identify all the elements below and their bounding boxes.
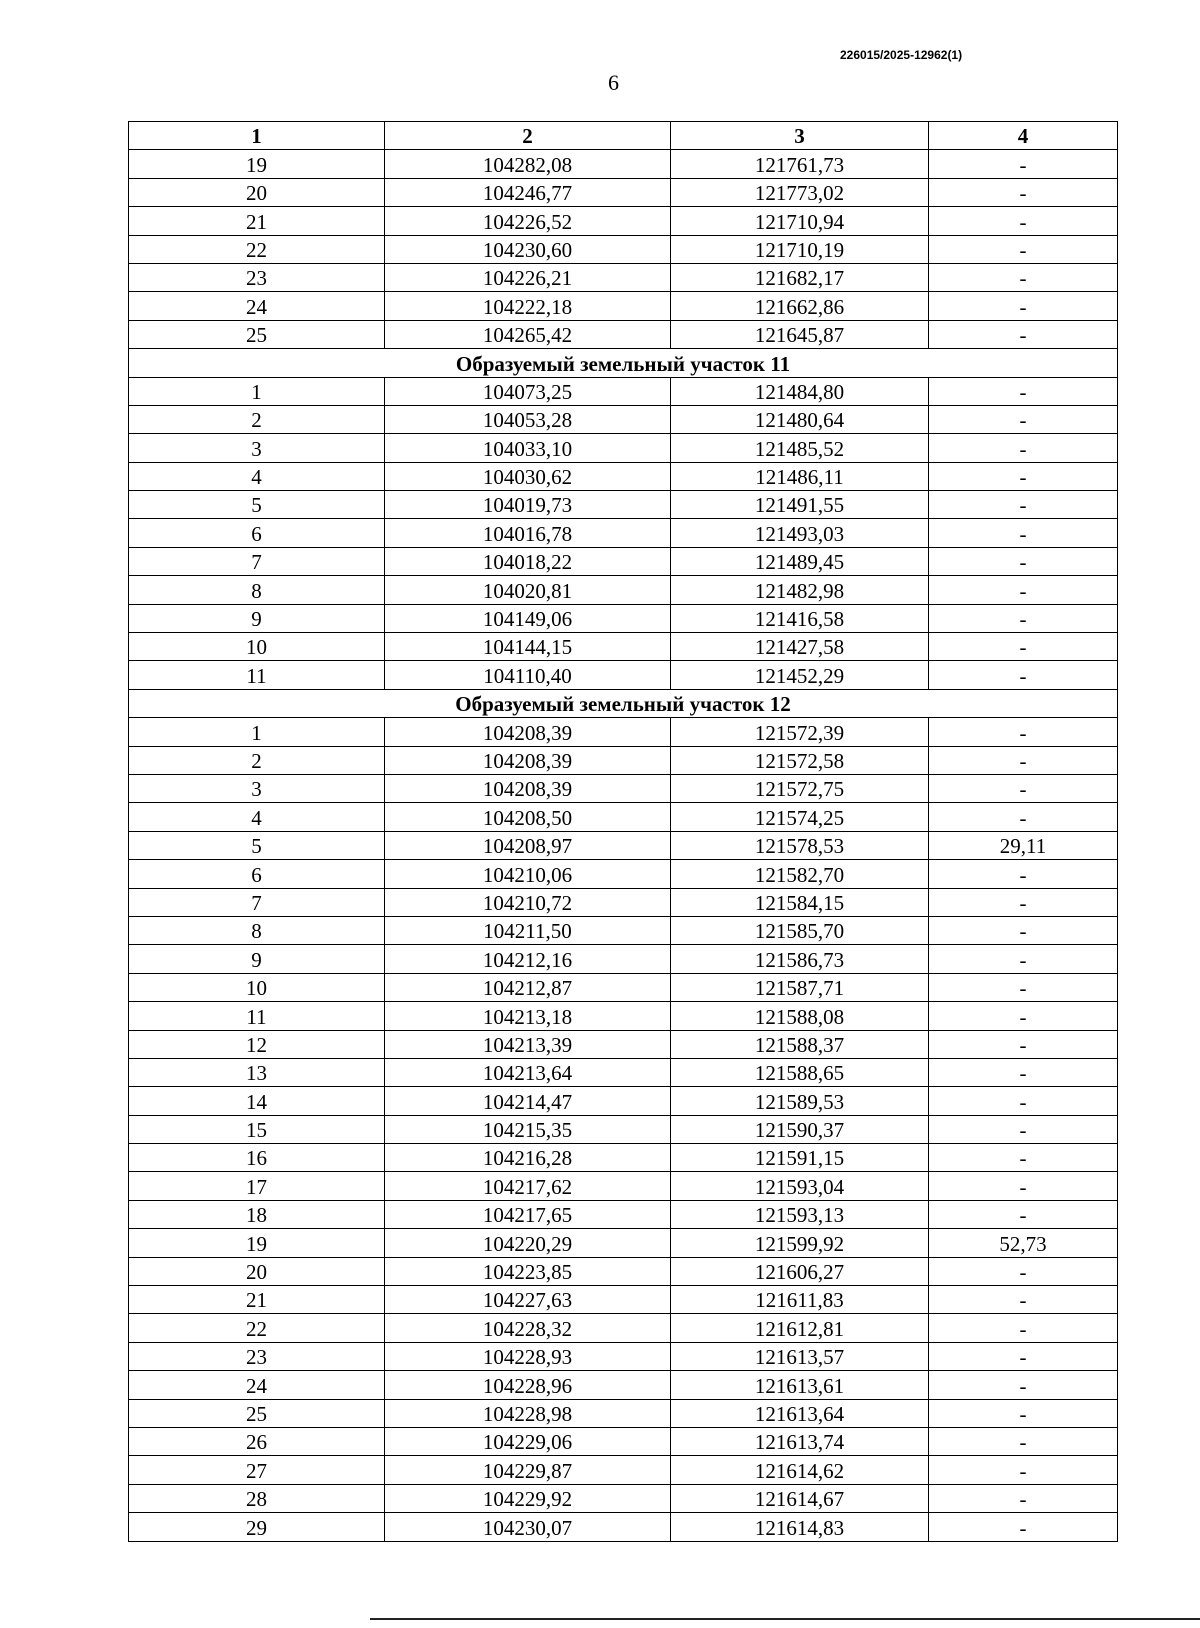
point-number-cell: 10: [129, 633, 385, 661]
coordinate-y-cell: 121614,83: [671, 1513, 929, 1541]
coordinate-x-cell: 104020,81: [385, 576, 671, 604]
table-row: [129, 831, 1118, 859]
point-number-cell: 5: [129, 491, 385, 519]
value-cell: -: [929, 1087, 1118, 1115]
table-row: [129, 604, 1118, 632]
coordinate-x-cell: 104211,50: [385, 916, 671, 944]
value-cell: -: [929, 519, 1118, 547]
point-number-cell: 20: [129, 178, 385, 206]
value-cell: -: [929, 1030, 1118, 1058]
point-number-cell: 20: [129, 1257, 385, 1285]
coordinate-x-cell: 104230,60: [385, 235, 671, 263]
coordinate-x-cell: 104217,62: [385, 1172, 671, 1200]
coordinate-x-cell: 104208,39: [385, 718, 671, 746]
coordinate-y-cell: 121486,11: [671, 462, 929, 490]
table-row: [129, 207, 1118, 235]
point-number-cell: 4: [129, 803, 385, 831]
section-title: Образуемый земельный участок 12: [129, 689, 1118, 717]
table-row: [129, 1456, 1118, 1484]
coordinate-y-cell: 121572,58: [671, 746, 929, 774]
coordinate-x-cell: 104220,29: [385, 1229, 671, 1257]
coordinate-y-cell: 121482,98: [671, 576, 929, 604]
point-number-cell: 3: [129, 774, 385, 802]
coordinate-y-cell: 121614,67: [671, 1484, 929, 1512]
coordinate-y-cell: 121599,92: [671, 1229, 929, 1257]
coordinate-x-cell: 104073,25: [385, 377, 671, 405]
point-number-cell: 29: [129, 1513, 385, 1541]
table-row: [129, 1087, 1118, 1115]
value-cell: 52,73: [929, 1229, 1118, 1257]
value-cell: -: [929, 1513, 1118, 1541]
point-number-cell: 23: [129, 263, 385, 291]
coordinate-y-cell: 121491,55: [671, 491, 929, 519]
value-cell: -: [929, 263, 1118, 291]
scan-edge-line: [370, 1618, 1200, 1620]
table-row: [129, 1342, 1118, 1370]
point-number-cell: 25: [129, 1399, 385, 1427]
coordinate-y-cell: 121606,27: [671, 1257, 929, 1285]
coordinate-x-cell: 104215,35: [385, 1115, 671, 1143]
table-row: [129, 1513, 1118, 1541]
coordinate-y-cell: 121587,71: [671, 973, 929, 1001]
coordinate-x-cell: 104229,06: [385, 1427, 671, 1455]
section-row: [129, 349, 1118, 377]
document-number: 226015/2025-12962(1): [840, 48, 963, 62]
section-row: [129, 689, 1118, 717]
value-cell: -: [929, 774, 1118, 802]
coordinates-table: [128, 121, 1118, 1542]
table-row: [129, 547, 1118, 575]
coordinate-x-cell: 104228,98: [385, 1399, 671, 1427]
value-cell: -: [929, 491, 1118, 519]
point-number-cell: 2: [129, 746, 385, 774]
coordinate-y-cell: 121574,25: [671, 803, 929, 831]
value-cell: -: [929, 604, 1118, 632]
point-number-cell: 10: [129, 973, 385, 1001]
point-number-cell: 19: [129, 150, 385, 178]
column-header: 1: [129, 122, 385, 150]
point-number-cell: 1: [129, 718, 385, 746]
table-row: [129, 178, 1118, 206]
point-number-cell: 1: [129, 377, 385, 405]
point-number-cell: 4: [129, 462, 385, 490]
coordinate-y-cell: 121493,03: [671, 519, 929, 547]
table-row: [129, 519, 1118, 547]
point-number-cell: 11: [129, 1002, 385, 1030]
coordinate-y-cell: 121452,29: [671, 661, 929, 689]
table-row: [129, 405, 1118, 433]
value-cell: -: [929, 746, 1118, 774]
coordinate-y-cell: 121585,70: [671, 916, 929, 944]
point-number-cell: 27: [129, 1456, 385, 1484]
coordinate-x-cell: 104210,72: [385, 888, 671, 916]
value-cell: -: [929, 1371, 1118, 1399]
coordinate-y-cell: 121485,52: [671, 434, 929, 462]
point-number-cell: 24: [129, 1371, 385, 1399]
coordinate-y-cell: 121612,81: [671, 1314, 929, 1342]
coordinate-x-cell: 104230,07: [385, 1513, 671, 1541]
coordinate-x-cell: 104212,16: [385, 945, 671, 973]
coordinate-y-cell: 121710,19: [671, 235, 929, 263]
point-number-cell: 21: [129, 207, 385, 235]
value-cell: -: [929, 1002, 1118, 1030]
table-row: [129, 888, 1118, 916]
coordinate-x-cell: 104217,65: [385, 1200, 671, 1228]
table-row: [129, 1286, 1118, 1314]
coordinate-y-cell: 121588,08: [671, 1002, 929, 1030]
table-header: [129, 122, 1118, 150]
coordinate-y-cell: 121489,45: [671, 547, 929, 575]
table-row: [129, 803, 1118, 831]
value-cell: -: [929, 803, 1118, 831]
point-number-cell: 3: [129, 434, 385, 462]
point-number-cell: 25: [129, 320, 385, 348]
table-row: [129, 1257, 1118, 1285]
point-number-cell: 15: [129, 1115, 385, 1143]
value-cell: -: [929, 235, 1118, 263]
coordinate-y-cell: 121584,15: [671, 888, 929, 916]
value-cell: -: [929, 916, 1118, 944]
table-row: [129, 746, 1118, 774]
value-cell: -: [929, 1115, 1118, 1143]
value-cell: -: [929, 1172, 1118, 1200]
table-row: [129, 1002, 1118, 1030]
point-number-cell: 7: [129, 888, 385, 916]
coordinate-y-cell: 121588,65: [671, 1058, 929, 1086]
coordinate-x-cell: 104110,40: [385, 661, 671, 689]
value-cell: -: [929, 547, 1118, 575]
point-number-cell: 28: [129, 1484, 385, 1512]
value-cell: -: [929, 462, 1118, 490]
value-cell: -: [929, 178, 1118, 206]
coordinate-y-cell: 121480,64: [671, 405, 929, 433]
table-row: [129, 320, 1118, 348]
value-cell: -: [929, 150, 1118, 178]
point-number-cell: 23: [129, 1342, 385, 1370]
value-cell: -: [929, 1200, 1118, 1228]
point-number-cell: 9: [129, 945, 385, 973]
table-row: [129, 150, 1118, 178]
coordinate-x-cell: 104228,93: [385, 1342, 671, 1370]
table-row: [129, 292, 1118, 320]
value-cell: -: [929, 718, 1118, 746]
table-row: [129, 263, 1118, 291]
value-cell: -: [929, 661, 1118, 689]
table-header-row: [129, 122, 1118, 150]
table-row: [129, 916, 1118, 944]
coordinate-y-cell: 121591,15: [671, 1144, 929, 1172]
table-row: [129, 462, 1118, 490]
coordinate-x-cell: 104030,62: [385, 462, 671, 490]
coordinate-y-cell: 121761,73: [671, 150, 929, 178]
value-cell: -: [929, 1342, 1118, 1370]
point-number-cell: 17: [129, 1172, 385, 1200]
point-number-cell: 7: [129, 547, 385, 575]
coordinate-y-cell: 121572,75: [671, 774, 929, 802]
value-cell: -: [929, 292, 1118, 320]
coordinate-x-cell: 104210,06: [385, 860, 671, 888]
value-cell: -: [929, 377, 1118, 405]
table-row: [129, 491, 1118, 519]
coordinate-x-cell: 104033,10: [385, 434, 671, 462]
table-row: [129, 945, 1118, 973]
coordinate-y-cell: 121589,53: [671, 1087, 929, 1115]
coordinate-y-cell: 121611,83: [671, 1286, 929, 1314]
value-cell: -: [929, 1427, 1118, 1455]
coordinate-x-cell: 104053,28: [385, 405, 671, 433]
point-number-cell: 16: [129, 1144, 385, 1172]
page-number: 6: [608, 70, 619, 95]
coordinate-x-cell: 104228,96: [385, 1371, 671, 1399]
coordinate-x-cell: 104265,42: [385, 320, 671, 348]
value-cell: -: [929, 207, 1118, 235]
point-number-cell: 22: [129, 235, 385, 263]
value-cell: -: [929, 320, 1118, 348]
coordinate-y-cell: 121484,80: [671, 377, 929, 405]
column-header: 3: [671, 122, 929, 150]
coordinate-y-cell: 121773,02: [671, 178, 929, 206]
value-cell: -: [929, 576, 1118, 604]
coordinate-x-cell: 104227,63: [385, 1286, 671, 1314]
coordinate-y-cell: 121710,94: [671, 207, 929, 235]
coordinate-y-cell: 121593,04: [671, 1172, 929, 1200]
coordinate-x-cell: 104229,87: [385, 1456, 671, 1484]
coordinate-y-cell: 121582,70: [671, 860, 929, 888]
value-cell: -: [929, 633, 1118, 661]
coordinate-x-cell: 104222,18: [385, 292, 671, 320]
table-row: [129, 633, 1118, 661]
coordinate-x-cell: 104018,22: [385, 547, 671, 575]
coordinate-y-cell: 121645,87: [671, 320, 929, 348]
value-cell: -: [929, 860, 1118, 888]
table-row: [129, 774, 1118, 802]
table-row: [129, 1229, 1118, 1257]
coordinate-x-cell: 104208,97: [385, 831, 671, 859]
coordinate-y-cell: 121416,58: [671, 604, 929, 632]
coordinate-x-cell: 104016,78: [385, 519, 671, 547]
point-number-cell: 18: [129, 1200, 385, 1228]
point-number-cell: 8: [129, 576, 385, 604]
coordinate-x-cell: 104149,06: [385, 604, 671, 632]
value-cell: -: [929, 1314, 1118, 1342]
value-cell: -: [929, 434, 1118, 462]
point-number-cell: 21: [129, 1286, 385, 1314]
coordinate-x-cell: 104223,85: [385, 1257, 671, 1285]
column-header: 2: [385, 122, 671, 150]
coordinate-y-cell: 121613,61: [671, 1371, 929, 1399]
point-number-cell: 6: [129, 860, 385, 888]
coordinate-y-cell: 121613,74: [671, 1427, 929, 1455]
coordinate-y-cell: 121588,37: [671, 1030, 929, 1058]
coordinate-x-cell: 104208,39: [385, 746, 671, 774]
table-row: [129, 235, 1118, 263]
point-number-cell: 12: [129, 1030, 385, 1058]
column-header: 4: [929, 122, 1118, 150]
point-number-cell: 26: [129, 1427, 385, 1455]
coordinate-x-cell: 104208,39: [385, 774, 671, 802]
coordinate-y-cell: 121613,57: [671, 1342, 929, 1370]
table-row: [129, 576, 1118, 604]
coordinate-x-cell: 104228,32: [385, 1314, 671, 1342]
table-row: [129, 1399, 1118, 1427]
coordinate-y-cell: 121578,53: [671, 831, 929, 859]
coordinate-x-cell: 104144,15: [385, 633, 671, 661]
coordinate-y-cell: 121614,62: [671, 1456, 929, 1484]
value-cell: -: [929, 1144, 1118, 1172]
value-cell: -: [929, 1286, 1118, 1314]
value-cell: -: [929, 973, 1118, 1001]
table-row: [129, 1030, 1118, 1058]
coordinate-y-cell: 121427,58: [671, 633, 929, 661]
table-row: [129, 1144, 1118, 1172]
value-cell: -: [929, 405, 1118, 433]
table-row: [129, 434, 1118, 462]
table-row: [129, 661, 1118, 689]
value-cell: -: [929, 1058, 1118, 1086]
point-number-cell: 2: [129, 405, 385, 433]
coordinate-y-cell: 121572,39: [671, 718, 929, 746]
table-row: [129, 1314, 1118, 1342]
table-row: [129, 377, 1118, 405]
table-body: [129, 150, 1118, 1541]
point-number-cell: 11: [129, 661, 385, 689]
coordinate-x-cell: 104213,39: [385, 1030, 671, 1058]
coordinate-y-cell: 121593,13: [671, 1200, 929, 1228]
coordinate-y-cell: 121590,37: [671, 1115, 929, 1143]
value-cell: 29,11: [929, 831, 1118, 859]
table-row: [129, 973, 1118, 1001]
coordinate-x-cell: 104216,28: [385, 1144, 671, 1172]
table-row: [129, 1058, 1118, 1086]
table-row: [129, 1427, 1118, 1455]
point-number-cell: 19: [129, 1229, 385, 1257]
coordinate-y-cell: 121682,17: [671, 263, 929, 291]
coordinate-y-cell: 121586,73: [671, 945, 929, 973]
coordinate-x-cell: 104019,73: [385, 491, 671, 519]
coordinate-x-cell: 104246,77: [385, 178, 671, 206]
point-number-cell: 5: [129, 831, 385, 859]
point-number-cell: 14: [129, 1087, 385, 1115]
table-row: [129, 860, 1118, 888]
point-number-cell: 24: [129, 292, 385, 320]
coordinate-x-cell: 104213,18: [385, 1002, 671, 1030]
value-cell: -: [929, 888, 1118, 916]
point-number-cell: 13: [129, 1058, 385, 1086]
coordinate-x-cell: 104213,64: [385, 1058, 671, 1086]
point-number-cell: 9: [129, 604, 385, 632]
coordinate-x-cell: 104214,47: [385, 1087, 671, 1115]
point-number-cell: 6: [129, 519, 385, 547]
value-cell: -: [929, 1399, 1118, 1427]
table-row: [129, 1200, 1118, 1228]
coordinate-x-cell: 104212,87: [385, 973, 671, 1001]
table-row: [129, 1484, 1118, 1512]
table-row: [129, 1115, 1118, 1143]
value-cell: -: [929, 1257, 1118, 1285]
coordinate-y-cell: 121613,64: [671, 1399, 929, 1427]
coordinate-x-cell: 104282,08: [385, 150, 671, 178]
point-number-cell: 22: [129, 1314, 385, 1342]
table-row: [129, 718, 1118, 746]
coordinate-x-cell: 104226,21: [385, 263, 671, 291]
coordinate-x-cell: 104208,50: [385, 803, 671, 831]
coordinate-x-cell: 104229,92: [385, 1484, 671, 1512]
table-row: [129, 1371, 1118, 1399]
section-title: Образуемый земельный участок 11: [129, 349, 1118, 377]
value-cell: -: [929, 1456, 1118, 1484]
coordinate-x-cell: 104226,52: [385, 207, 671, 235]
point-number-cell: 8: [129, 916, 385, 944]
value-cell: -: [929, 1484, 1118, 1512]
table-row: [129, 1172, 1118, 1200]
coordinate-y-cell: 121662,86: [671, 292, 929, 320]
value-cell: -: [929, 945, 1118, 973]
